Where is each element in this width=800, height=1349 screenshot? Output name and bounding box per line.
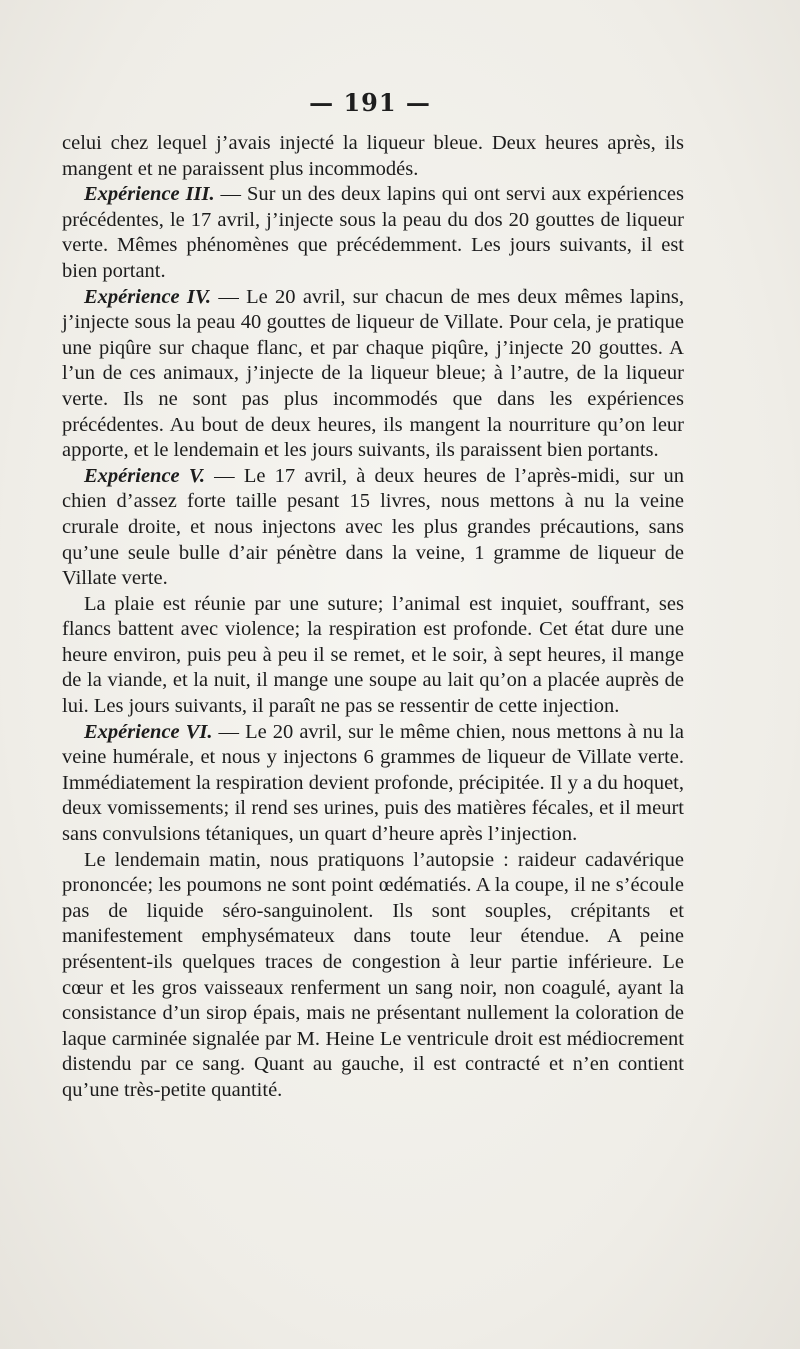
paragraph-text: — Sur un des deux lapins qui ont servi aux expériences précédentes, le 17 avril, j’injecte sous la peau du dos 20 gouttes de liqueur verte. Mêmes phénomènes que précédemment. Les jours suivants, il est bien portant. bbox=[62, 183, 684, 282]
experiment-heading: Expérience III. bbox=[84, 183, 215, 206]
paragraph bbox=[62, 592, 684, 720]
paragraph bbox=[62, 131, 684, 182]
paragraph bbox=[62, 848, 684, 1104]
paragraph bbox=[62, 285, 684, 464]
paragraph-text: Le lendemain matin, nous pratiquons l’autopsie : raideur cadavérique prononcée; les poumons ne sont point œdématiés. A la coupe, il ne s’écoule pas de liquide séro-sanguinolent. Ils sont souples, crépitants et manifestement emphysémateux dans toute leur étendue. A peine présentent-ils quelques traces de congestion à leur partie inférieure. Le cœur et les gros vaisseaux renferment un sang noir, non coagulé, ayant la consistance d’un sirop épais, mais ne présentant nullement la coloration de laque carminée signalée par M. Heine Le ventricule droit est médiocrement distendu par ce sang. Quant au gauche, il est contracté et n’en contient qu’une très-petite quantité. bbox=[62, 848, 684, 1101]
paragraph bbox=[62, 464, 684, 592]
page-number: — 191 — bbox=[309, 88, 431, 117]
experiment-heading: Expérience V. bbox=[84, 464, 205, 487]
body-text bbox=[62, 131, 684, 1104]
paragraph bbox=[62, 720, 684, 848]
paragraph-text: celui chez lequel j’avais injecté la liqueur bleue. Deux heures après, ils mangent et ne paraissent plus incommodés. bbox=[62, 132, 684, 180]
paragraph-text: — Le 17 avril, à deux heures de l’après-midi, sur un chien d’assez forte taille pesant 15 livres, nous mettons à nu la veine crurale droite, et nous injectons avec les plus grandes précautions, sans qu’une seule bulle d’air pénètre dans la veine, 1 gramme de liqueur de Villate verte. bbox=[62, 464, 684, 590]
paragraph-text: — Le 20 avril, sur le même chien, nous mettons à nu la veine humérale, et nous y injectons 6 grammes de liqueur de Villate verte. Immédiatement la respiration devient profonde, précipitée. Il y a du hoquet, deux vomissements; il rend ses urines, puis des matières fécales, et il meurt sans convulsions tétaniques, un quart d’heure après l’injection. bbox=[62, 720, 684, 846]
paragraph-text: — Le 20 avril, sur chacun de mes deux mêmes lapins, j’injecte sous la peau 40 gouttes de liqueur de Villate. Pour cela, je pratique une piqûre sur chaque flanc, et par chaque piqûre, j’injecte 20 gouttes. A l’un de ces animaux, j’injecte de la liqueur bleue; à l’autre, de la liqueur verte. Ils ne sont pas plus incommodés que dans les expériences précédentes. Au bout de deux heures, ils mangent la nourriture qu’on leur apporte, et le lendemain et les jours suivants, ils paraissent bien portants. bbox=[62, 285, 684, 462]
paragraph bbox=[62, 182, 684, 284]
experiment-heading: Expérience IV. bbox=[84, 285, 212, 308]
experiment-heading: Expérience VI. bbox=[84, 720, 213, 743]
paragraph-text: La plaie est réunie par une suture; l’animal est inquiet, souffrant, ses flancs battent avec violence; la respiration est profonde. Cet état dure une heure environ, puis peu à peu il se remet, et le soir, à sept heures, il mange de la viande, et la nuit, il mange une soupe au lait qu’on a placée auprès de lui. Les jours suivants, il paraît ne pas se ressentir de cette injection. bbox=[62, 592, 684, 718]
